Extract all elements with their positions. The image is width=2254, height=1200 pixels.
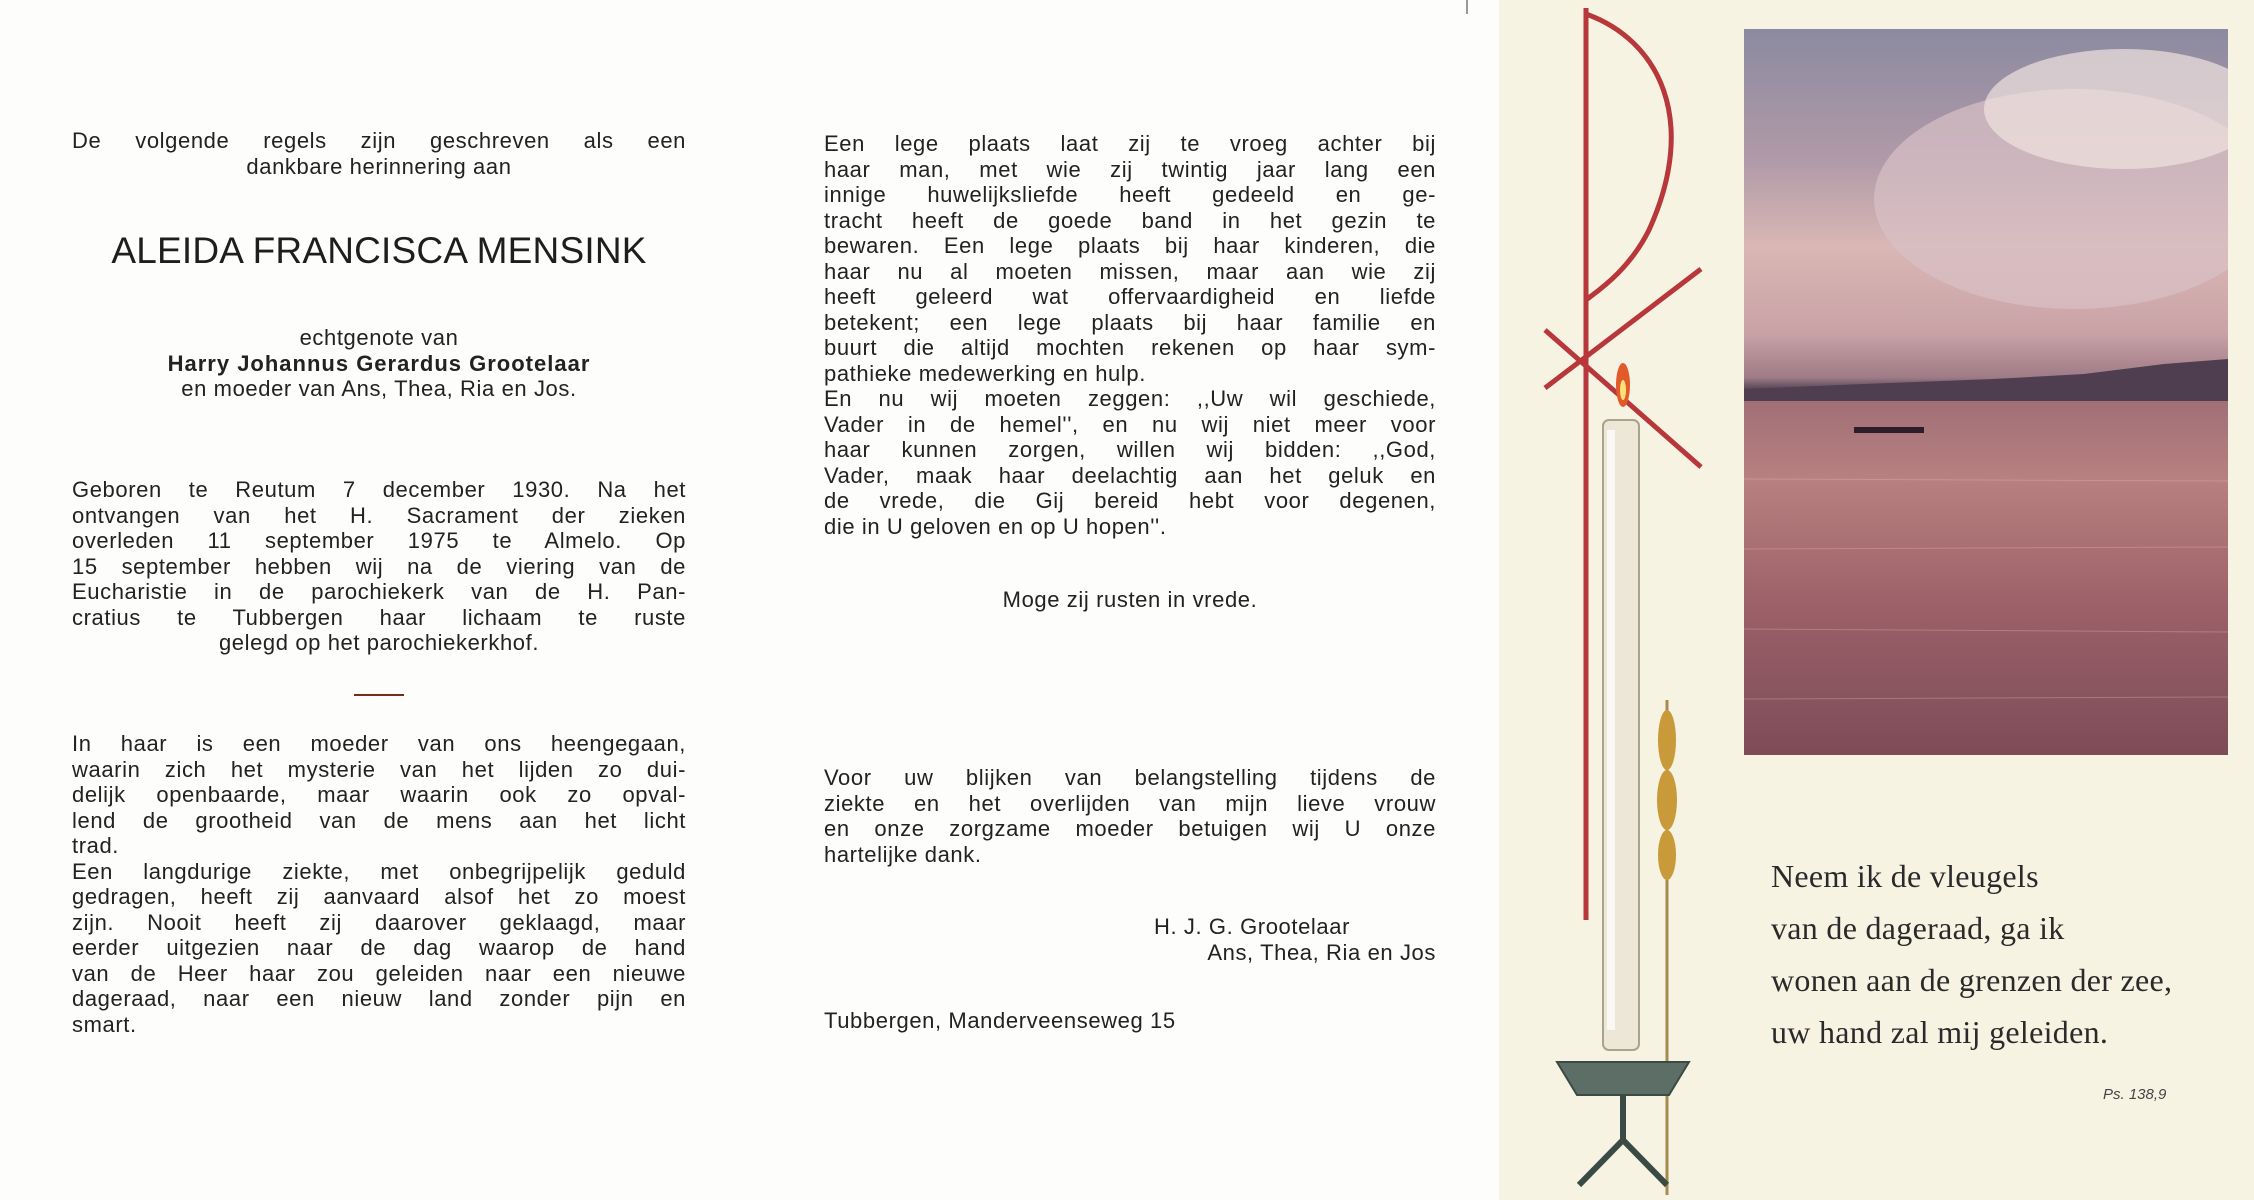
sunset-lake-photo [1744,29,2228,755]
text-line: gedragen, heeft zij aanvaard alsof het zo moest [72,884,686,909]
text-line: haar man, met wie zij twintig jaar lang een [824,156,1436,182]
text-line: ziekte en het overlijden van mijn lieve vrouw [824,790,1436,816]
text-line: Vader in de hemel'', en nu wij niet meer voor [824,411,1436,437]
intro-text [72,128,686,179]
text-line: zijn. Nooit heeft zij daarover geklaagd, maar [72,909,686,935]
children-line: en moeder van Ans, Thea, Ria en Jos. [181,376,577,401]
wheat-icon [1657,700,1677,1195]
text-line: tracht heeft de goede band in het gezin te [824,207,1436,233]
spouse-name: Harry Johannus Gerardus Grootelaar [167,350,591,376]
verse-line: Neem ik de vleugels [1771,858,2039,894]
text-line: dageraad, naar een nieuw land zonder pijn en [72,986,686,1011]
text-line: overleden 11 september 1975 te Almelo. Op [72,528,686,553]
text-line: die in U geloven en op U hopen''. [824,513,1167,539]
text-line: buurt die altijd mochten rekenen op haar sym- [824,335,1436,360]
spouse-info [72,325,686,402]
text-line: Een lege plaats laat zij te vroeg achter bij [824,131,1436,156]
text-line: Voor uw blijken van belangstelling tijdens de [824,765,1436,790]
text-line: Een langdurige ziekte, met onbegrijpelijk geduld [72,858,686,884]
candle-holder-icon [1557,1062,1689,1185]
psalm-verse [1771,850,2231,1058]
text-line: In haar is een moeder van ons heengegaan, [72,731,686,756]
verse-line: wonen aan de grenzen der zee, [1771,962,2173,998]
signature-line: Ans, Thea, Ria en Jos [1207,939,1436,965]
verse-line: van de dageraad, ga ik [1771,910,2065,946]
thanks-text [824,765,1436,867]
text-line: innige huwelijksliefde heeft gedeeld en ge- [824,182,1436,207]
text-line: haar nu al moeten missen, maar aan wie zij [824,258,1436,284]
text-line: ontvangen van het H. Sacrament der zieken [72,502,686,528]
verse-line: uw hand zal mij geleiden. [1771,1014,2109,1050]
signature-line: H. J. G. Grootelaar [1154,914,1351,939]
text-line: Eucharistie in de parochiekerk van de H. Pan- [72,579,686,604]
candle-chi-rho-illustration [1499,0,1799,1200]
divider [354,694,404,696]
text-line: de vrede, die Gij bereid hebt voor degenen, [824,488,1436,513]
deceased-name: ALEIDA FRANCISCA MENSINK [111,230,647,271]
fold-mark [1466,0,1468,14]
rest-in-peace [824,587,1436,613]
text-line: smart. [72,1011,137,1037]
address [824,1008,1436,1034]
text-line: eerder uitgezien naar de dag waarop de hand [72,935,686,960]
tribute-text [824,131,1436,539]
text-line: gelegd op het parochiekerkhof. [218,630,540,655]
text-line: van de Heer haar zou geleiden naar een nieuwe [72,960,686,986]
text-line: trad. [72,833,120,858]
text-line: heeft geleerd wat offervaardigheid en liefde [824,284,1436,309]
signature [1100,914,1436,965]
text-line: cratius te Tubbergen haar lichaam te ruste [72,604,686,630]
text-line: bewaren. Een lege plaats bij haar kinderen, die [824,233,1436,258]
candle-icon [1603,363,1639,1050]
text-line: En nu wij moeten zeggen: ,,Uw wil geschiede, [824,386,1436,411]
rest-line: Moge zij rusten in vrede. [1002,587,1258,612]
intro-line: De volgende regels zijn geschreven als een [72,128,686,153]
text-line: betekent; een lege plaats bij haar familie en [824,309,1436,335]
spouse-intro: echtgenote van [299,325,459,350]
text-line: hartelijke dank. [824,841,982,867]
intro-line: dankbare herinnering aan [246,153,512,179]
text-line: waarin zich het mysterie van het lijden zo dui- [72,756,686,782]
reflection [72,731,686,1037]
psalm-reference: Ps. 138,9 [2103,1086,2167,1103]
text-line: pathieke medewerking en hulp. [824,360,1146,386]
text-line: en onze zorgzame moeder betuigen wij U onze [824,816,1436,841]
text-line: 15 september hebben wij na de viering van de [72,553,686,579]
text-line: Vader, maak haar deelachtig aan het geluk en [824,462,1436,488]
text-line: delijk openbaarde, maar waarin ook zo opval- [72,782,686,807]
address-line: Tubbergen, Manderveenseweg 15 [824,1008,1176,1033]
biography [72,477,686,656]
text-line: Geboren te Reutum 7 december 1930. Na het [72,477,686,502]
text-line: haar kunnen zorgen, willen wij bidden: ,,God, [824,437,1436,462]
photo-scene [1744,29,2228,755]
boat [1854,427,1924,433]
text-line: lend de grootheid van de mens aan het licht [72,807,686,833]
